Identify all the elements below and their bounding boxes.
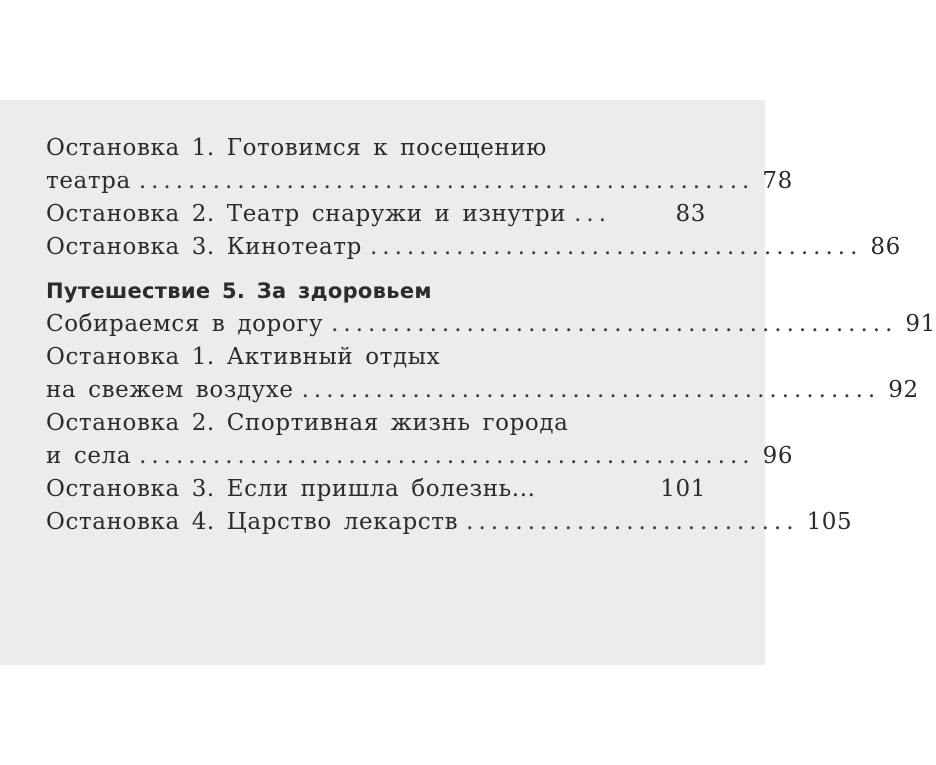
- toc-entry-line: [46, 132, 706, 165]
- page-number: 101: [660, 476, 706, 502]
- toc-entry-title: Остановка 2. Спортивная жизнь города: [46, 410, 569, 436]
- toc-entry-title: Собираемся в дорогу: [46, 311, 324, 337]
- toc-entry-title: Остановка 3. Если пришла болезнь...: [46, 476, 536, 502]
- toc-entry: [46, 165, 793, 198]
- page-number: 96: [762, 443, 794, 469]
- section-heading: Путешествие 5. За здоровьем: [46, 279, 432, 303]
- toc-entry-title: Остановка 4. Царство лекарств: [46, 509, 459, 535]
- toc-entry-title: на свежем воздухе: [46, 377, 294, 403]
- dot-leader: ..................................................: [138, 168, 755, 194]
- dot-leader: ..................................................: [139, 443, 755, 469]
- toc-entry: [46, 231, 901, 264]
- toc-entry-title: Остановка 1. Готовимся к посещению: [46, 135, 547, 161]
- dot-leader: ...............................................: [301, 377, 881, 403]
- toc-entry: [46, 506, 853, 539]
- dot-leader: ........................................: [369, 234, 863, 260]
- page-number: 92: [888, 377, 919, 403]
- toc-entry-title: театра: [46, 168, 131, 194]
- page-number: 78: [762, 168, 793, 194]
- toc-entry: [46, 473, 706, 506]
- toc-entry-title: Остановка 3. Кинотеатр: [46, 234, 362, 260]
- toc-entry: [46, 198, 706, 231]
- dot-leader: ...........................: [466, 509, 799, 535]
- page-number: 86: [870, 234, 901, 260]
- page-number: 83: [675, 201, 706, 227]
- toc-entry-title: Остановка 2. Театр снаружи и изнутри: [46, 201, 567, 227]
- toc-entry-line: [46, 407, 706, 440]
- toc-entry: [46, 308, 936, 341]
- dot-leader: ...: [574, 201, 612, 227]
- table-of-contents: [46, 132, 936, 539]
- toc-entry-title: и села: [46, 443, 132, 469]
- toc-entry-line: [46, 341, 706, 374]
- page-number: 105: [806, 509, 853, 535]
- toc-entry-title: Остановка 1. Активный отдых: [46, 344, 441, 370]
- toc-entry: [46, 440, 794, 473]
- toc-entry: [46, 374, 919, 407]
- page-number: 91: [905, 311, 936, 337]
- dot-leader: ..............................................: [331, 311, 898, 337]
